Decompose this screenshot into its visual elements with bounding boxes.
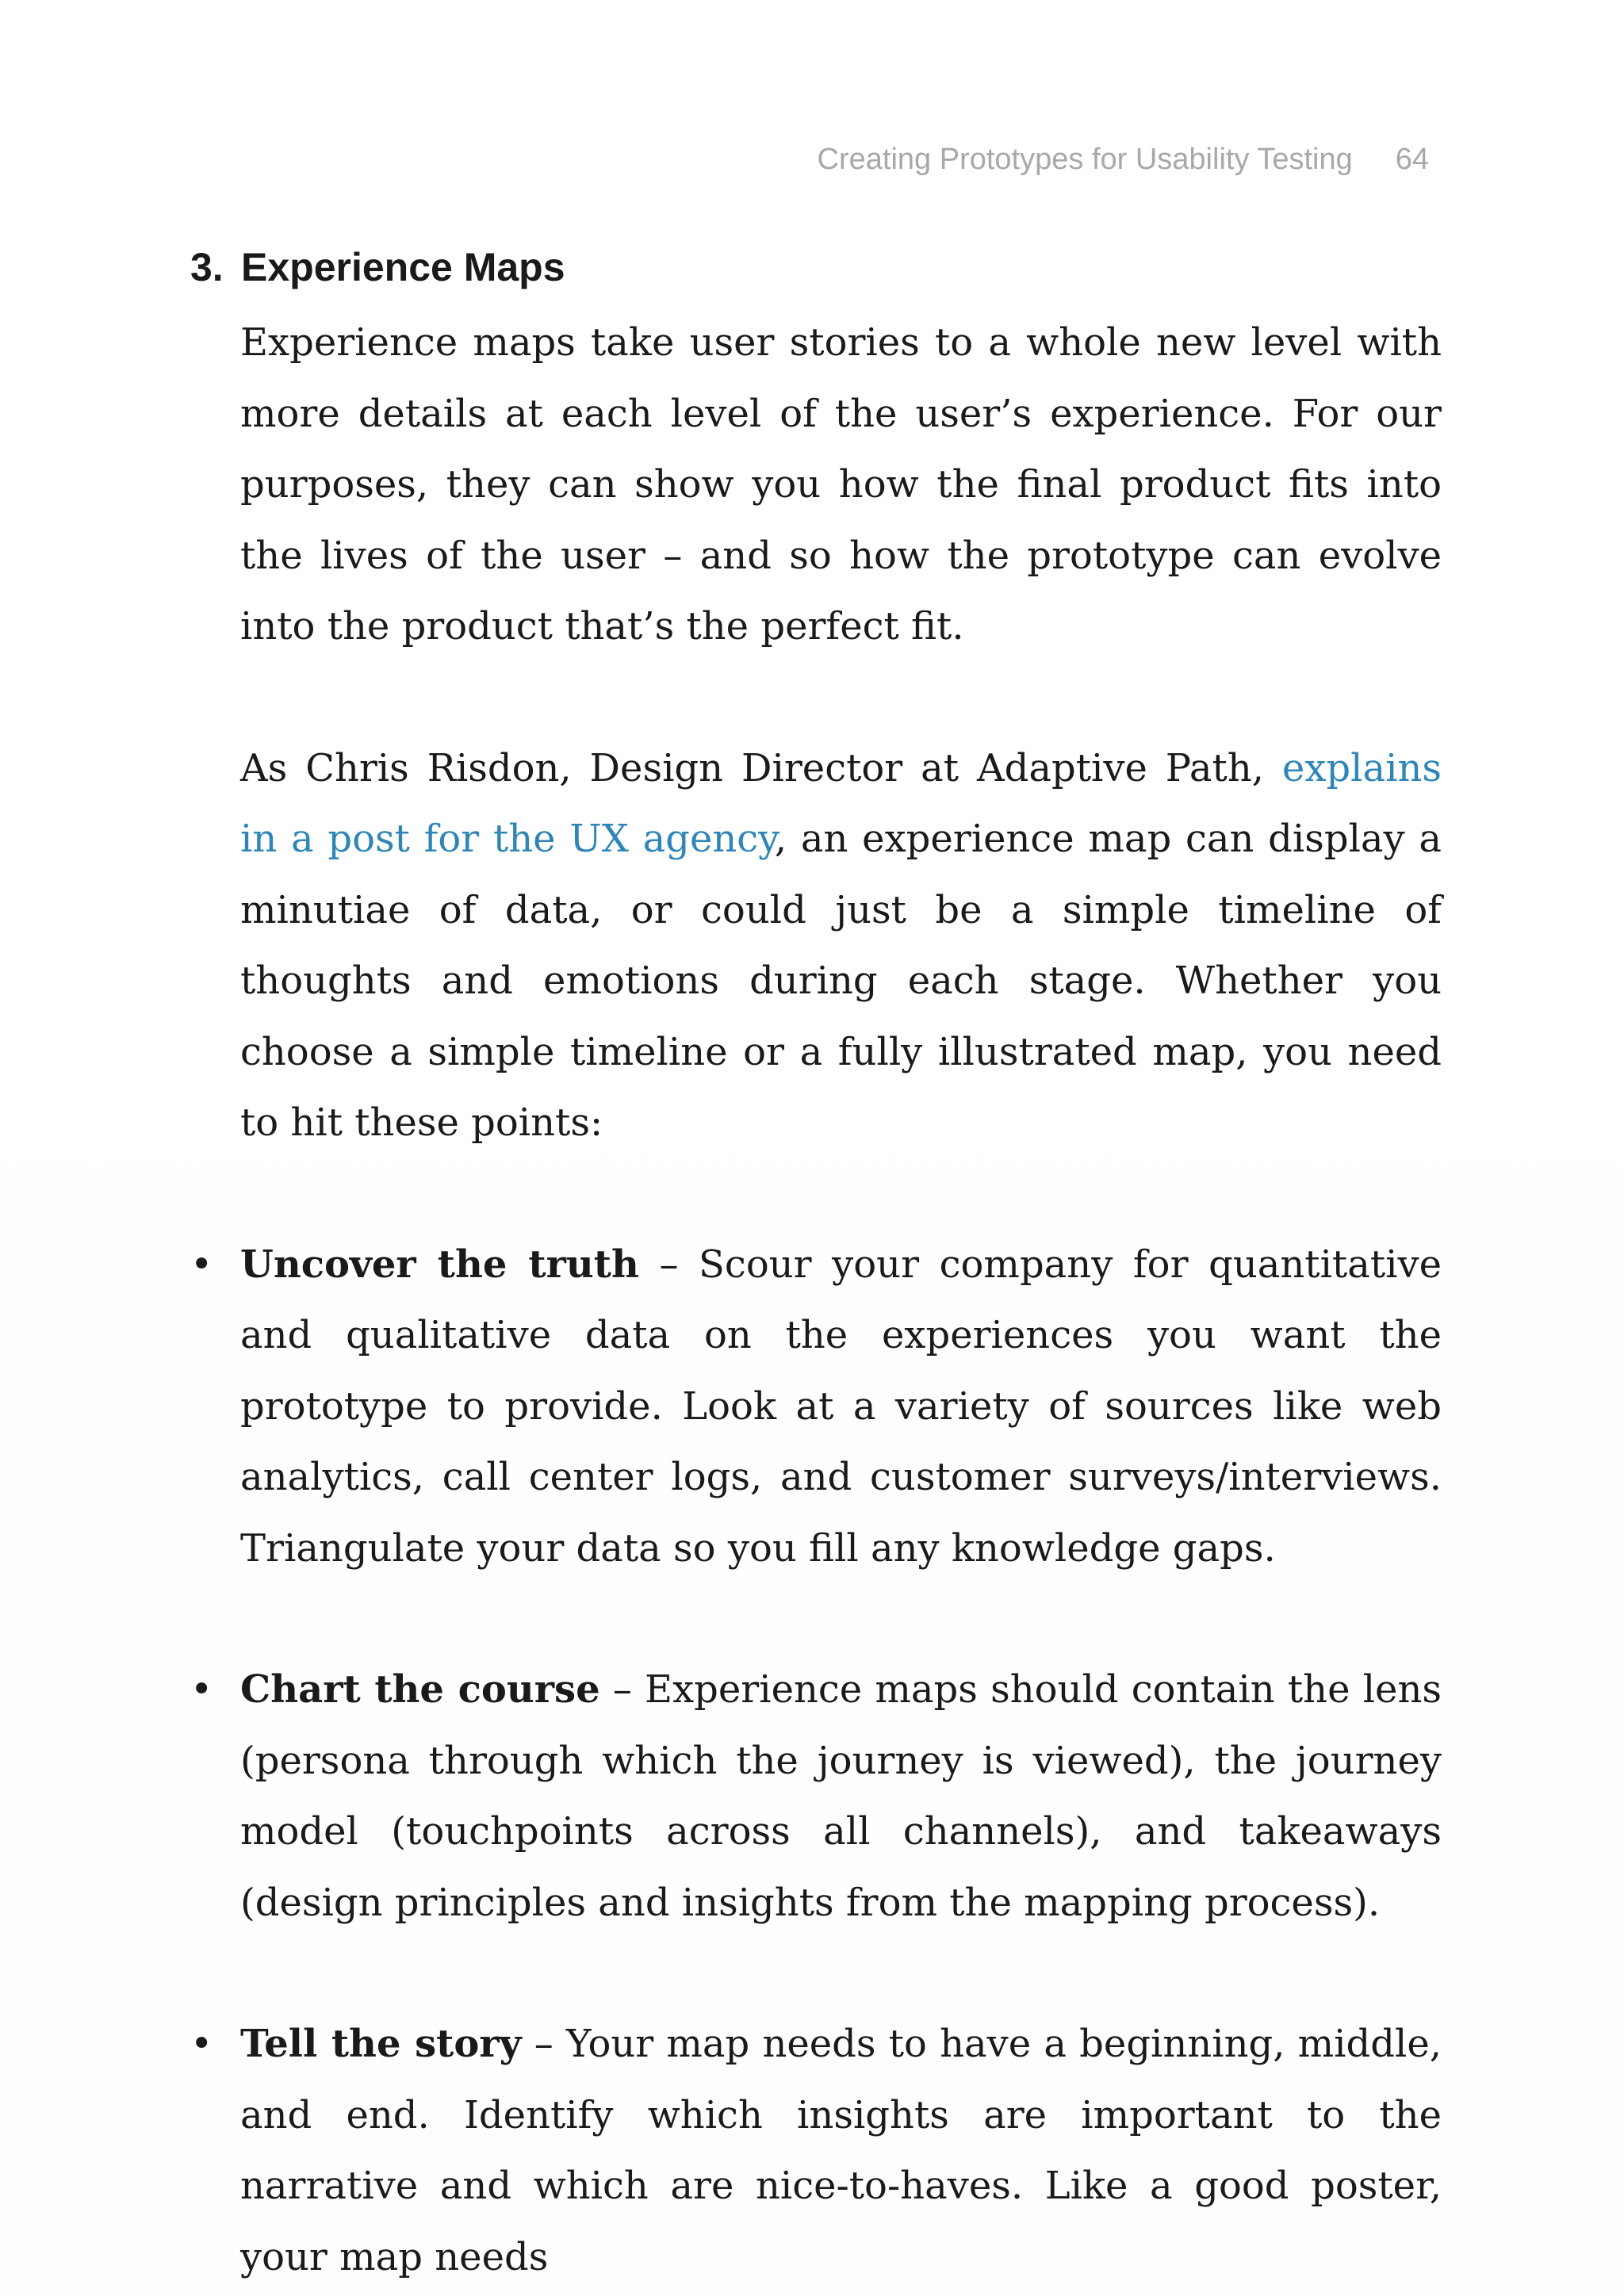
bullet-icon: • bbox=[190, 2022, 213, 2066]
section-number: 3. bbox=[190, 245, 224, 289]
bullet-text: – Your map needs to have a beginning, middle, and end. Identify which insights are important to the narrative and which are nice-to-haves. Like a good poster, your map needs bbox=[240, 2022, 1442, 2279]
paragraph-intro: Experience maps take user stories to a whole new level with more details at each level of the user’s experience. For our purposes, they can show you how the final product fits into the lives of the user – and so how the prototype can evolve into the product that’s the perfect fit. bbox=[240, 320, 1442, 649]
page-number: 64 bbox=[1395, 143, 1429, 176]
bullet-lead: Uncover the truth bbox=[240, 1242, 639, 1287]
bullet-lead: Chart the course bbox=[240, 1667, 600, 1712]
chapter-title: Creating Prototypes for Usability Testing bbox=[817, 143, 1353, 176]
section-title: Experience Maps bbox=[241, 245, 565, 289]
paragraph-risdon bbox=[240, 733, 1442, 1159]
paragraph-text-after-link: , an experience map can display a minutiae of data, or could just be a simple timeline of thoughts and emotions during each stage. Whether you choose a simple timeline or a fully illustrated map, you need to hit these points: bbox=[240, 817, 1442, 1145]
bullet-text: – Scour your company for quantitative and qualitative data on the experiences you want the prototype to provide. Look at a variety of sources like web analytics, call center logs, and customer surveys/interviews. Triangulate your data so you fill any knowledge gaps. bbox=[240, 1242, 1442, 1571]
bullet-lead: Tell the story bbox=[240, 2022, 522, 2066]
bullet-icon: • bbox=[190, 1667, 213, 1712]
bullet-icon: • bbox=[190, 1242, 213, 1287]
bullet-list bbox=[190, 1230, 1443, 2294]
list-item bbox=[190, 1655, 1442, 1938]
list-item bbox=[190, 1230, 1442, 1585]
list-item bbox=[190, 2009, 1442, 2293]
agency-post-link[interactable]: explains in a post for the UX agency bbox=[240, 745, 1442, 861]
bullet-text: – Experience maps should contain the lens (persona through which the journey is viewed), the journey model (touchpoints across all channels), and takeaways (design principles and insights from the mapping process). bbox=[240, 1667, 1442, 1925]
running-header bbox=[818, 143, 1429, 177]
section-heading bbox=[190, 239, 1443, 295]
paragraph-text-before-link: As Chris Risdon, Design Director at Adaptive Path, bbox=[240, 745, 1282, 790]
section-experience-maps bbox=[190, 239, 1443, 2293]
